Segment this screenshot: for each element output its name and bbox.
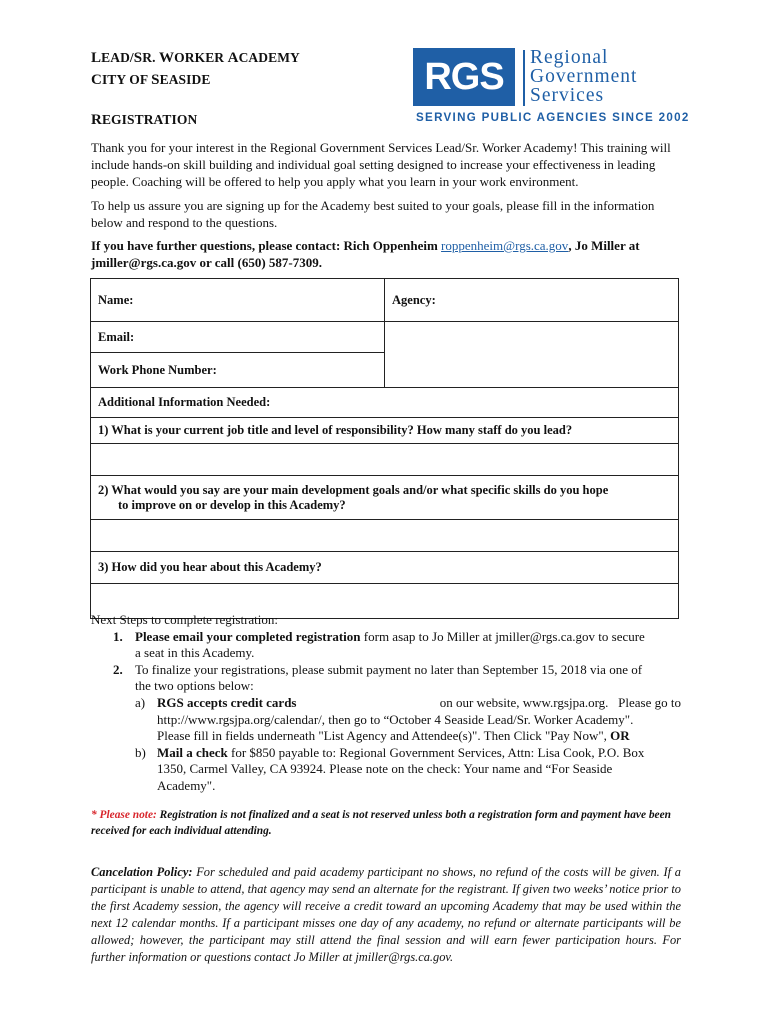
option-a-text: RGS accepts credit cards on our website, www.rgsjpa.org. Please go to bbox=[157, 695, 681, 710]
work-phone-field[interactable]: Work Phone Number: bbox=[91, 353, 385, 388]
step-2-number: 2. bbox=[113, 661, 123, 677]
logo-divider bbox=[523, 50, 525, 106]
name-field[interactable]: Name: bbox=[91, 279, 385, 322]
note-label: * Please note: bbox=[91, 809, 157, 821]
question-1: 1) What is your current job title and level of responsibility? How many staff do you lead? bbox=[91, 418, 679, 444]
logo-tagline: SERVING PUBLIC AGENCIES SINCE 2002 bbox=[416, 111, 690, 124]
registration-note: * Please note: Registration is not finalized and a seat is not reserved unless both a registration form and payment have been received for each individual attending. bbox=[91, 809, 671, 837]
step-1-number: 1. bbox=[113, 628, 123, 644]
step-2-text: To finalize your registrations, please submit payment no later than September 15, 2018 via one of bbox=[135, 661, 643, 677]
option-b-text: Mail a check for $850 payable to: Regional Government Services, Attn: Lisa Cook, P.O. Box bbox=[157, 744, 645, 760]
question-2: 2) What would you say are your main development goals and/or what specific skills do you hope to improve on or develop in this Academy? bbox=[91, 476, 679, 520]
next-steps-heading: Next Steps to complete registration: bbox=[91, 612, 279, 627]
registration-form bbox=[90, 278, 679, 619]
option-b-marker: b) bbox=[135, 744, 146, 760]
answer-1-field[interactable] bbox=[91, 444, 679, 476]
cancelation-label: Cancelation Policy: bbox=[91, 865, 193, 879]
doc-subtitle: CITY OF SEASIDE bbox=[91, 72, 211, 88]
additional-info-label: Additional Information Needed: bbox=[91, 388, 679, 418]
option-a-marker: a) bbox=[135, 695, 146, 710]
option-a-url: http://www.rgsjpa.org/calendar/, then go to “October 4 Seaside Lead/Sr. Worker Academy". bbox=[157, 711, 634, 727]
contact-paragraph: If you have further questions, please contact: Rich Oppenheim roppenheim@rgs.ca.gov, Jo Miller at jmiller@rgs.ca.gov or call (650) 587-7309. bbox=[91, 238, 640, 270]
instructions-paragraph: To help us assure you are signing up for the Academy best suited to your goals, please fill in the information below and respond to the questions. bbox=[91, 198, 655, 230]
agency-continued-cell[interactable] bbox=[385, 322, 679, 388]
intro-paragraph: Thank you for your interest in the Regional Government Services Lead/Sr. Worker Academy! This training will include hands-on skill building and individual goal setting designed to increase your effectiveness in leading people. Coaching will be offered to help you apply what you learn in your work environment. bbox=[91, 140, 671, 189]
email-field[interactable]: Email: bbox=[91, 322, 385, 353]
rgs-logo-mark: RGS bbox=[413, 48, 515, 106]
cancelation-policy: Cancelation Policy: For scheduled and paid academy participant no shows, no refund of the costs will be given. If a participant is unable to attend, that agency may send an alternate for the registrant. If given two weeks’ notice prior to the first Academy session, the agency will receive a credit toward an upcoming Academy that may be used within the next 12 calendar months. If a participant misses one day of any academy, no refund or alternate participants will be allowed; however, the participant may still attend the final session and will earn fewer participation hours. For further information or questions contact Jo Miller at jmiller@rgs.ca.gov. bbox=[91, 865, 681, 964]
answer-2-field[interactable] bbox=[91, 520, 679, 552]
contact-email-link[interactable]: roppenheim@rgs.ca.gov bbox=[441, 238, 569, 253]
option-b-address: 1350, Carmel Valley, CA 93924. Please note on the check: Your name and “For Seaside bbox=[157, 761, 613, 777]
logo-name: Regional Government Services bbox=[530, 47, 638, 106]
step-1-text-cont: a seat in this Academy. bbox=[135, 645, 255, 661]
option-b-address-cont: Academy". bbox=[157, 778, 216, 793]
option-a-instructions: Please fill in fields underneath "List Agency and Attendee(s)". Then Click "Pay Now", OR bbox=[157, 728, 630, 744]
section-title: REGISTRATION bbox=[91, 112, 198, 128]
question-3: 3) How did you hear about this Academy? bbox=[91, 552, 679, 584]
agency-field[interactable]: Agency: bbox=[385, 279, 679, 322]
rgs-logo bbox=[413, 48, 688, 128]
step-2-text-cont: the two options below: bbox=[135, 678, 254, 694]
step-1-text: Please email your completed registration form asap to Jo Miller at jmiller@rgs.ca.gov to secure bbox=[135, 628, 645, 644]
doc-title: LEAD/SR. WORKER ACADEMY bbox=[91, 50, 300, 66]
